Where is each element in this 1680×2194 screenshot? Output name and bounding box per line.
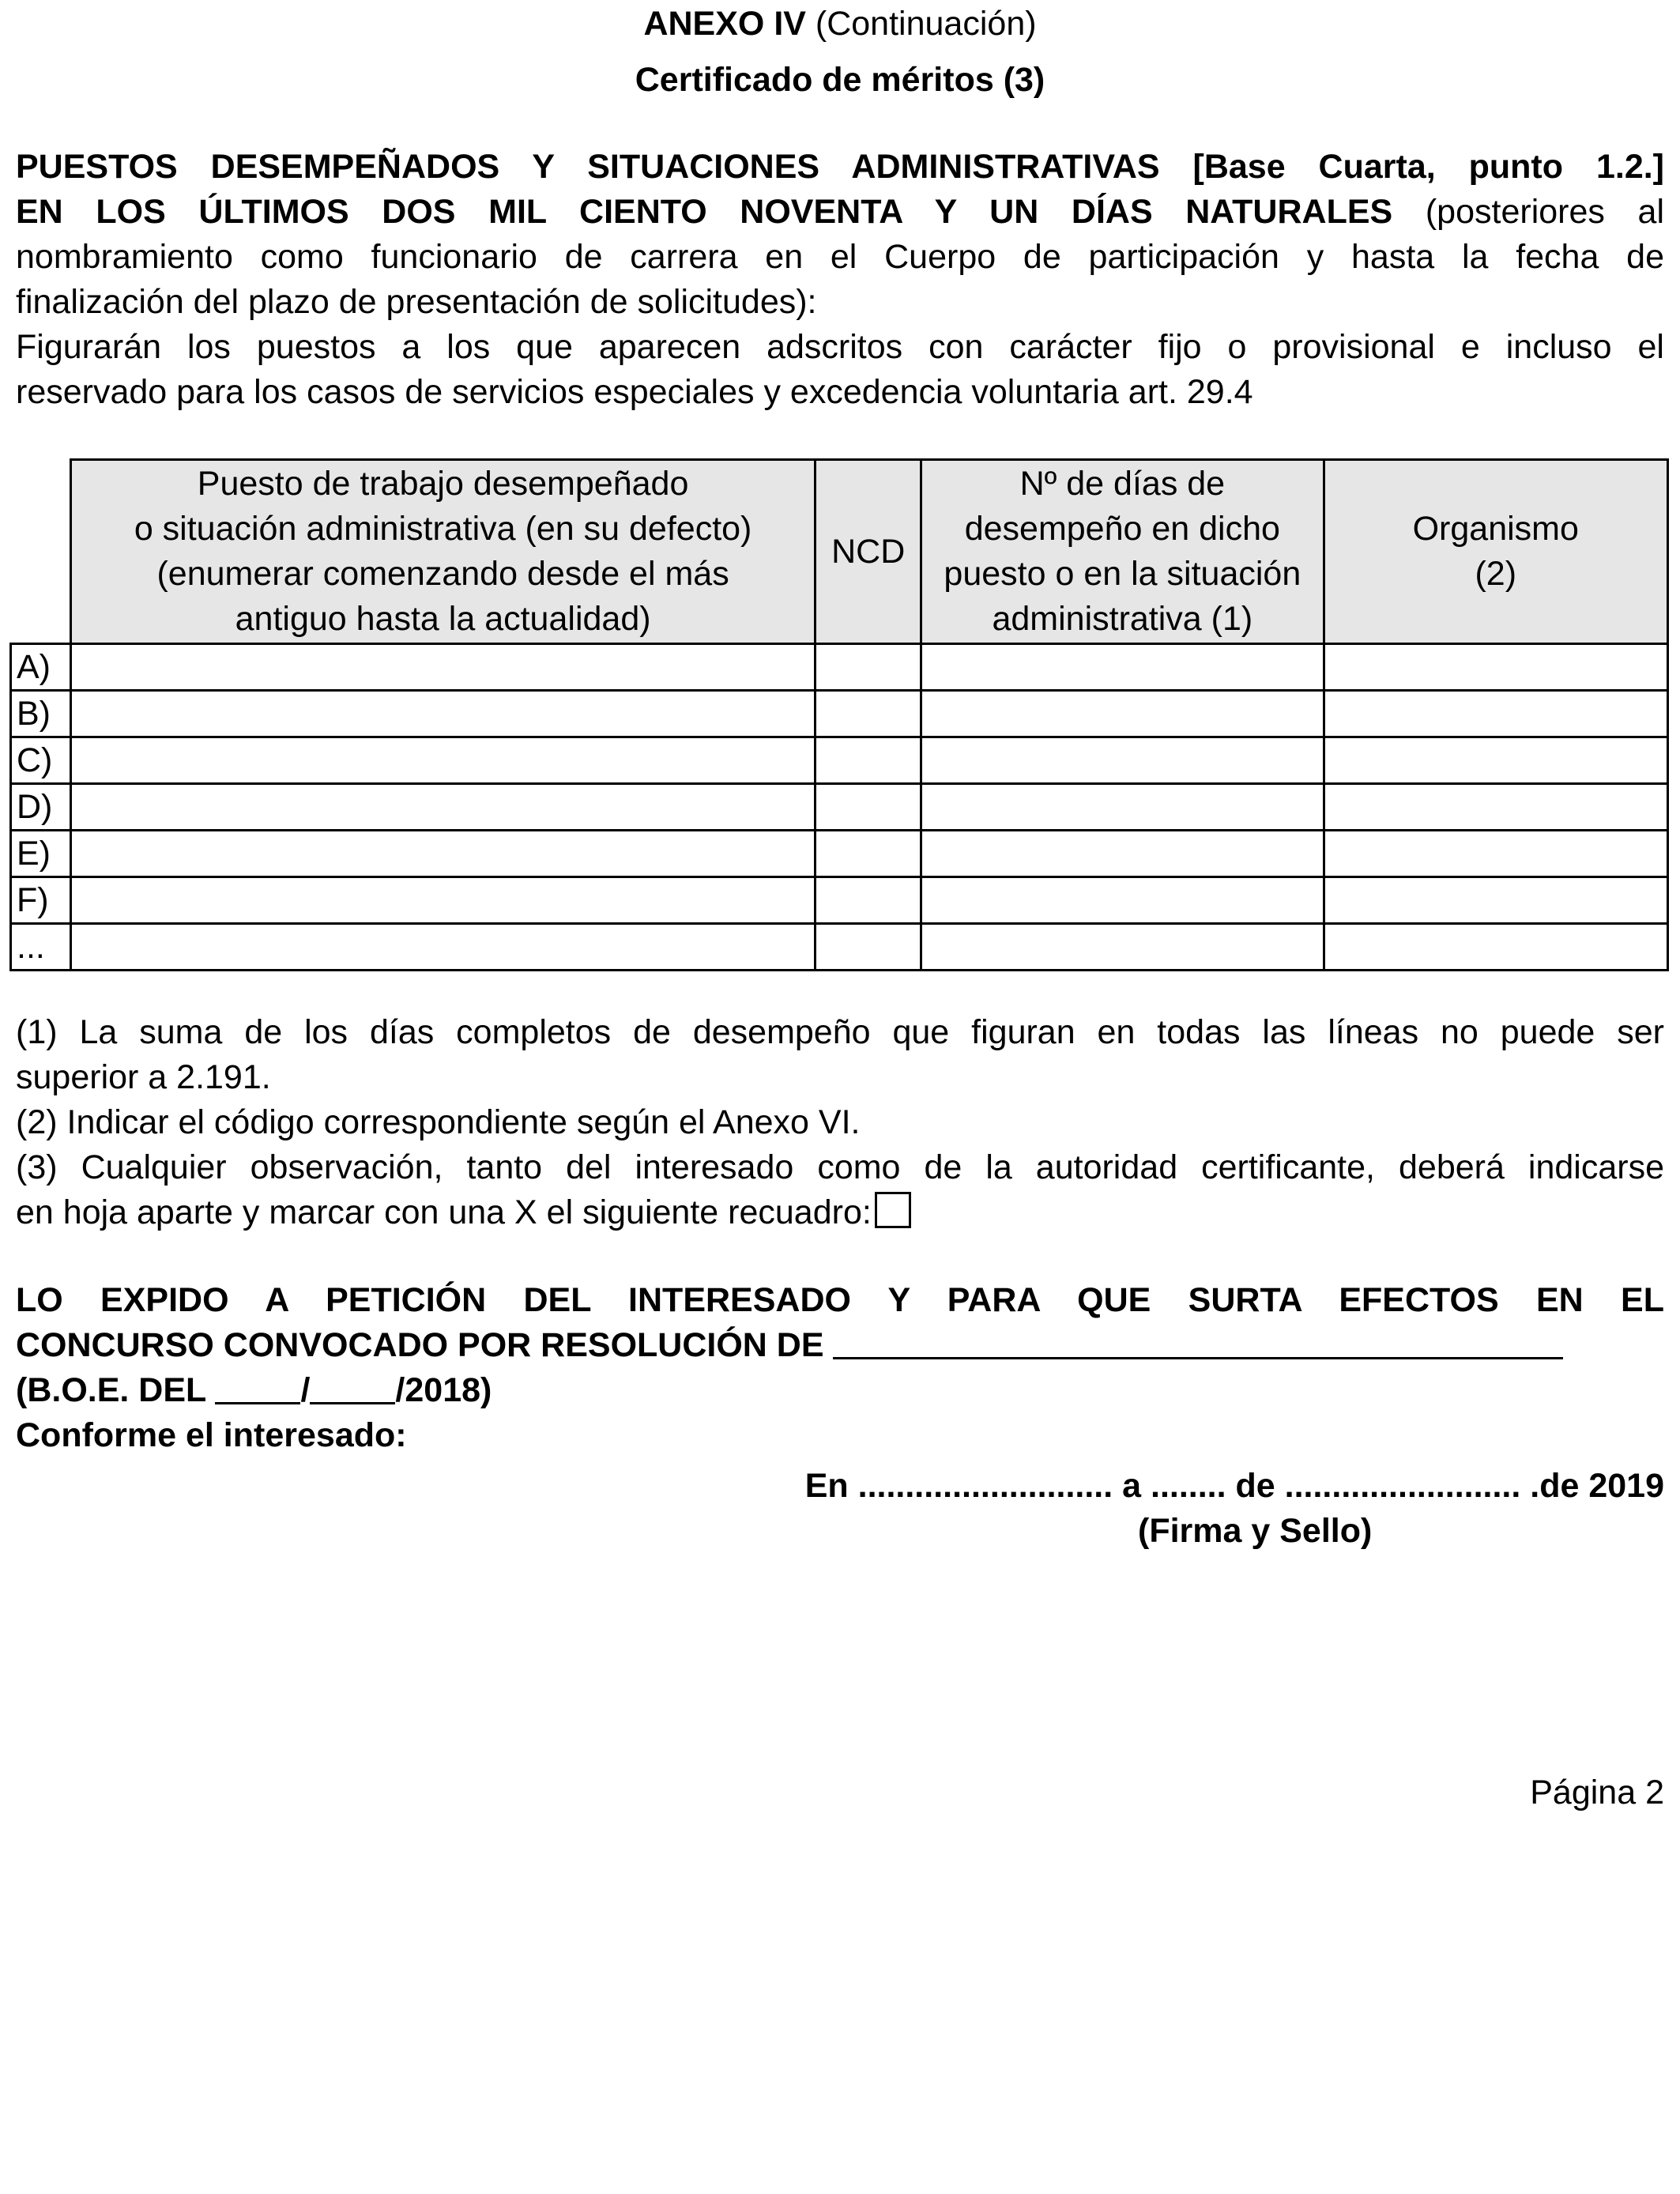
intro-line-2-rest: (posteriores al (1392, 193, 1664, 231)
note-2: (2) Indicar el código correspondiente según el Anexo VI. (16, 1103, 861, 1141)
header-organismo-line: (2) (1475, 555, 1517, 593)
certificate-subtitle: Certificado de méritos (3) (635, 61, 1045, 99)
organismo-cell[interactable] (1324, 691, 1667, 737)
closing-statement (16, 1278, 1664, 1458)
dias-cell[interactable] (921, 924, 1324, 971)
organismo-cell[interactable] (1324, 784, 1667, 831)
note-1-line-2: superior a 2.191. (16, 1058, 271, 1096)
intro-line-2 (16, 190, 1664, 235)
table-row (11, 784, 1668, 831)
dias-cell[interactable] (921, 784, 1324, 831)
header-organismo-line: Organismo (1412, 510, 1579, 548)
header-dias-line: puesto o en la situación (944, 555, 1301, 593)
ncd-cell[interactable] (816, 831, 921, 877)
table-row (11, 644, 1668, 691)
header-ncd: NCD (816, 460, 921, 644)
annex-title-continuation: (Continuación) (805, 5, 1037, 43)
ncd-cell[interactable] (816, 691, 921, 737)
intro-paragraph (16, 145, 1664, 415)
row-label: A) (11, 644, 71, 691)
resolution-blank-line[interactable] (833, 1325, 1563, 1359)
boe-day-blank[interactable] (215, 1370, 300, 1404)
ncd-cell[interactable] (816, 924, 921, 971)
table-row (11, 737, 1668, 784)
page-number: Página 2 (1530, 1774, 1664, 1811)
boe-slash: / (300, 1371, 311, 1409)
header-puesto-line: (enumerar comenzando desde el más (156, 555, 729, 593)
header-dias-line: administrativa (1) (992, 600, 1253, 638)
organismo-cell[interactable] (1324, 737, 1667, 784)
closing-line-2-text: CONCURSO CONVOCADO POR RESOLUCIÓN DE (16, 1326, 834, 1364)
header-dias-line: Nº de días de (1019, 465, 1226, 503)
row-label: E) (11, 831, 71, 877)
organismo-cell[interactable] (1324, 924, 1667, 971)
intro-line-2-bold: EN LOS ÚLTIMOS DOS MIL CIENTO NOVENTA Y UN DÍAS NATURALES (16, 193, 1393, 231)
boe-month-blank[interactable] (310, 1370, 395, 1404)
row-label: ... (11, 924, 71, 971)
note-1-line-1: (1) La suma de los días completos de desempeño que figuran en todas las líneas no puede ser (16, 1013, 1664, 1051)
closing-line-3 (16, 1368, 1664, 1413)
signature-label: (Firma y Sello) (1138, 1512, 1373, 1550)
dias-cell[interactable] (921, 831, 1324, 877)
boe-prefix: (B.O.E. DEL (16, 1371, 216, 1409)
dias-cell[interactable] (921, 691, 1324, 737)
header-puesto (70, 460, 815, 644)
date-place-line[interactable]: En ........................... a ........ de ......................... .de 2019 (804, 1467, 1664, 1505)
conforme-line: Conforme el interesado: (16, 1416, 407, 1454)
footnotes (16, 1010, 1664, 1235)
ncd-cell[interactable] (816, 784, 921, 831)
row-label: F) (11, 877, 71, 924)
puesto-cell[interactable] (70, 691, 815, 737)
puesto-cell[interactable] (70, 737, 815, 784)
closing-line-2 (16, 1323, 1664, 1368)
intro-line-1: PUESTOS DESEMPEÑADOS Y SITUACIONES ADMINISTRATIVAS [Base Cuarta, punto 1.2.] (16, 148, 1664, 186)
dias-cell[interactable] (921, 737, 1324, 784)
header-dias (921, 460, 1324, 644)
header-organismo (1324, 460, 1667, 644)
header-puesto-line: o situación administrativa (en su defecto) (134, 510, 752, 548)
puesto-cell[interactable] (70, 924, 815, 971)
header-blank-cell (11, 460, 71, 644)
header-puesto-line: antiguo hasta la actualidad) (235, 600, 651, 638)
dias-cell[interactable] (921, 877, 1324, 924)
dias-cell[interactable] (921, 644, 1324, 691)
note-3-line-1: (3) Cualquier observación, tanto del interesado como de la autoridad certificante, deberá indicarse (16, 1148, 1664, 1186)
ncd-cell[interactable] (816, 737, 921, 784)
header-puesto-line: Puesto de trabajo desempeñado (197, 465, 689, 503)
organismo-cell[interactable] (1324, 831, 1667, 877)
annex-title-bold: ANEXO IV (643, 5, 806, 43)
note-3-line-2 (16, 1190, 1664, 1235)
table-header-row (11, 460, 1668, 644)
row-label: C) (11, 737, 71, 784)
row-label: B) (11, 691, 71, 737)
organismo-cell[interactable] (1324, 644, 1667, 691)
row-label: D) (11, 784, 71, 831)
closing-line-1: LO EXPIDO A PETICIÓN DEL INTERESADO Y PARA QUE SURTA EFECTOS EN EL (16, 1281, 1664, 1319)
observation-checkbox[interactable] (875, 1192, 911, 1228)
intro-line-3: nombramiento como funcionario de carrera en el Cuerpo de participación y hasta la fecha de (16, 238, 1664, 276)
table-row (11, 691, 1668, 737)
ncd-cell[interactable] (816, 877, 921, 924)
puesto-cell[interactable] (70, 831, 815, 877)
intro-line-4: finalización del plazo de presentación de solicitudes): (16, 283, 817, 321)
table-row (11, 924, 1668, 971)
puesto-cell[interactable] (70, 784, 815, 831)
table-row (11, 831, 1668, 877)
table-row (11, 877, 1668, 924)
header-dias-line: desempeño en dicho (964, 510, 1280, 548)
puesto-cell[interactable] (70, 877, 815, 924)
annex-title (0, 2, 1680, 46)
intro-line-5: Figurarán los puestos a los que aparecen adscritos con carácter fijo o provisional e incluso el (16, 328, 1664, 366)
merits-table (9, 458, 1669, 971)
ncd-cell[interactable] (816, 644, 921, 691)
intro-line-6: reservado para los casos de servicios especiales y excedencia voluntaria art. 29.4 (16, 373, 1253, 411)
puesto-cell[interactable] (70, 644, 815, 691)
organismo-cell[interactable] (1324, 877, 1667, 924)
boe-year: /2018) (395, 1371, 492, 1409)
note-3-line-2-text: en hoja aparte y marcar con una X el siguiente recuadro: (16, 1193, 872, 1231)
